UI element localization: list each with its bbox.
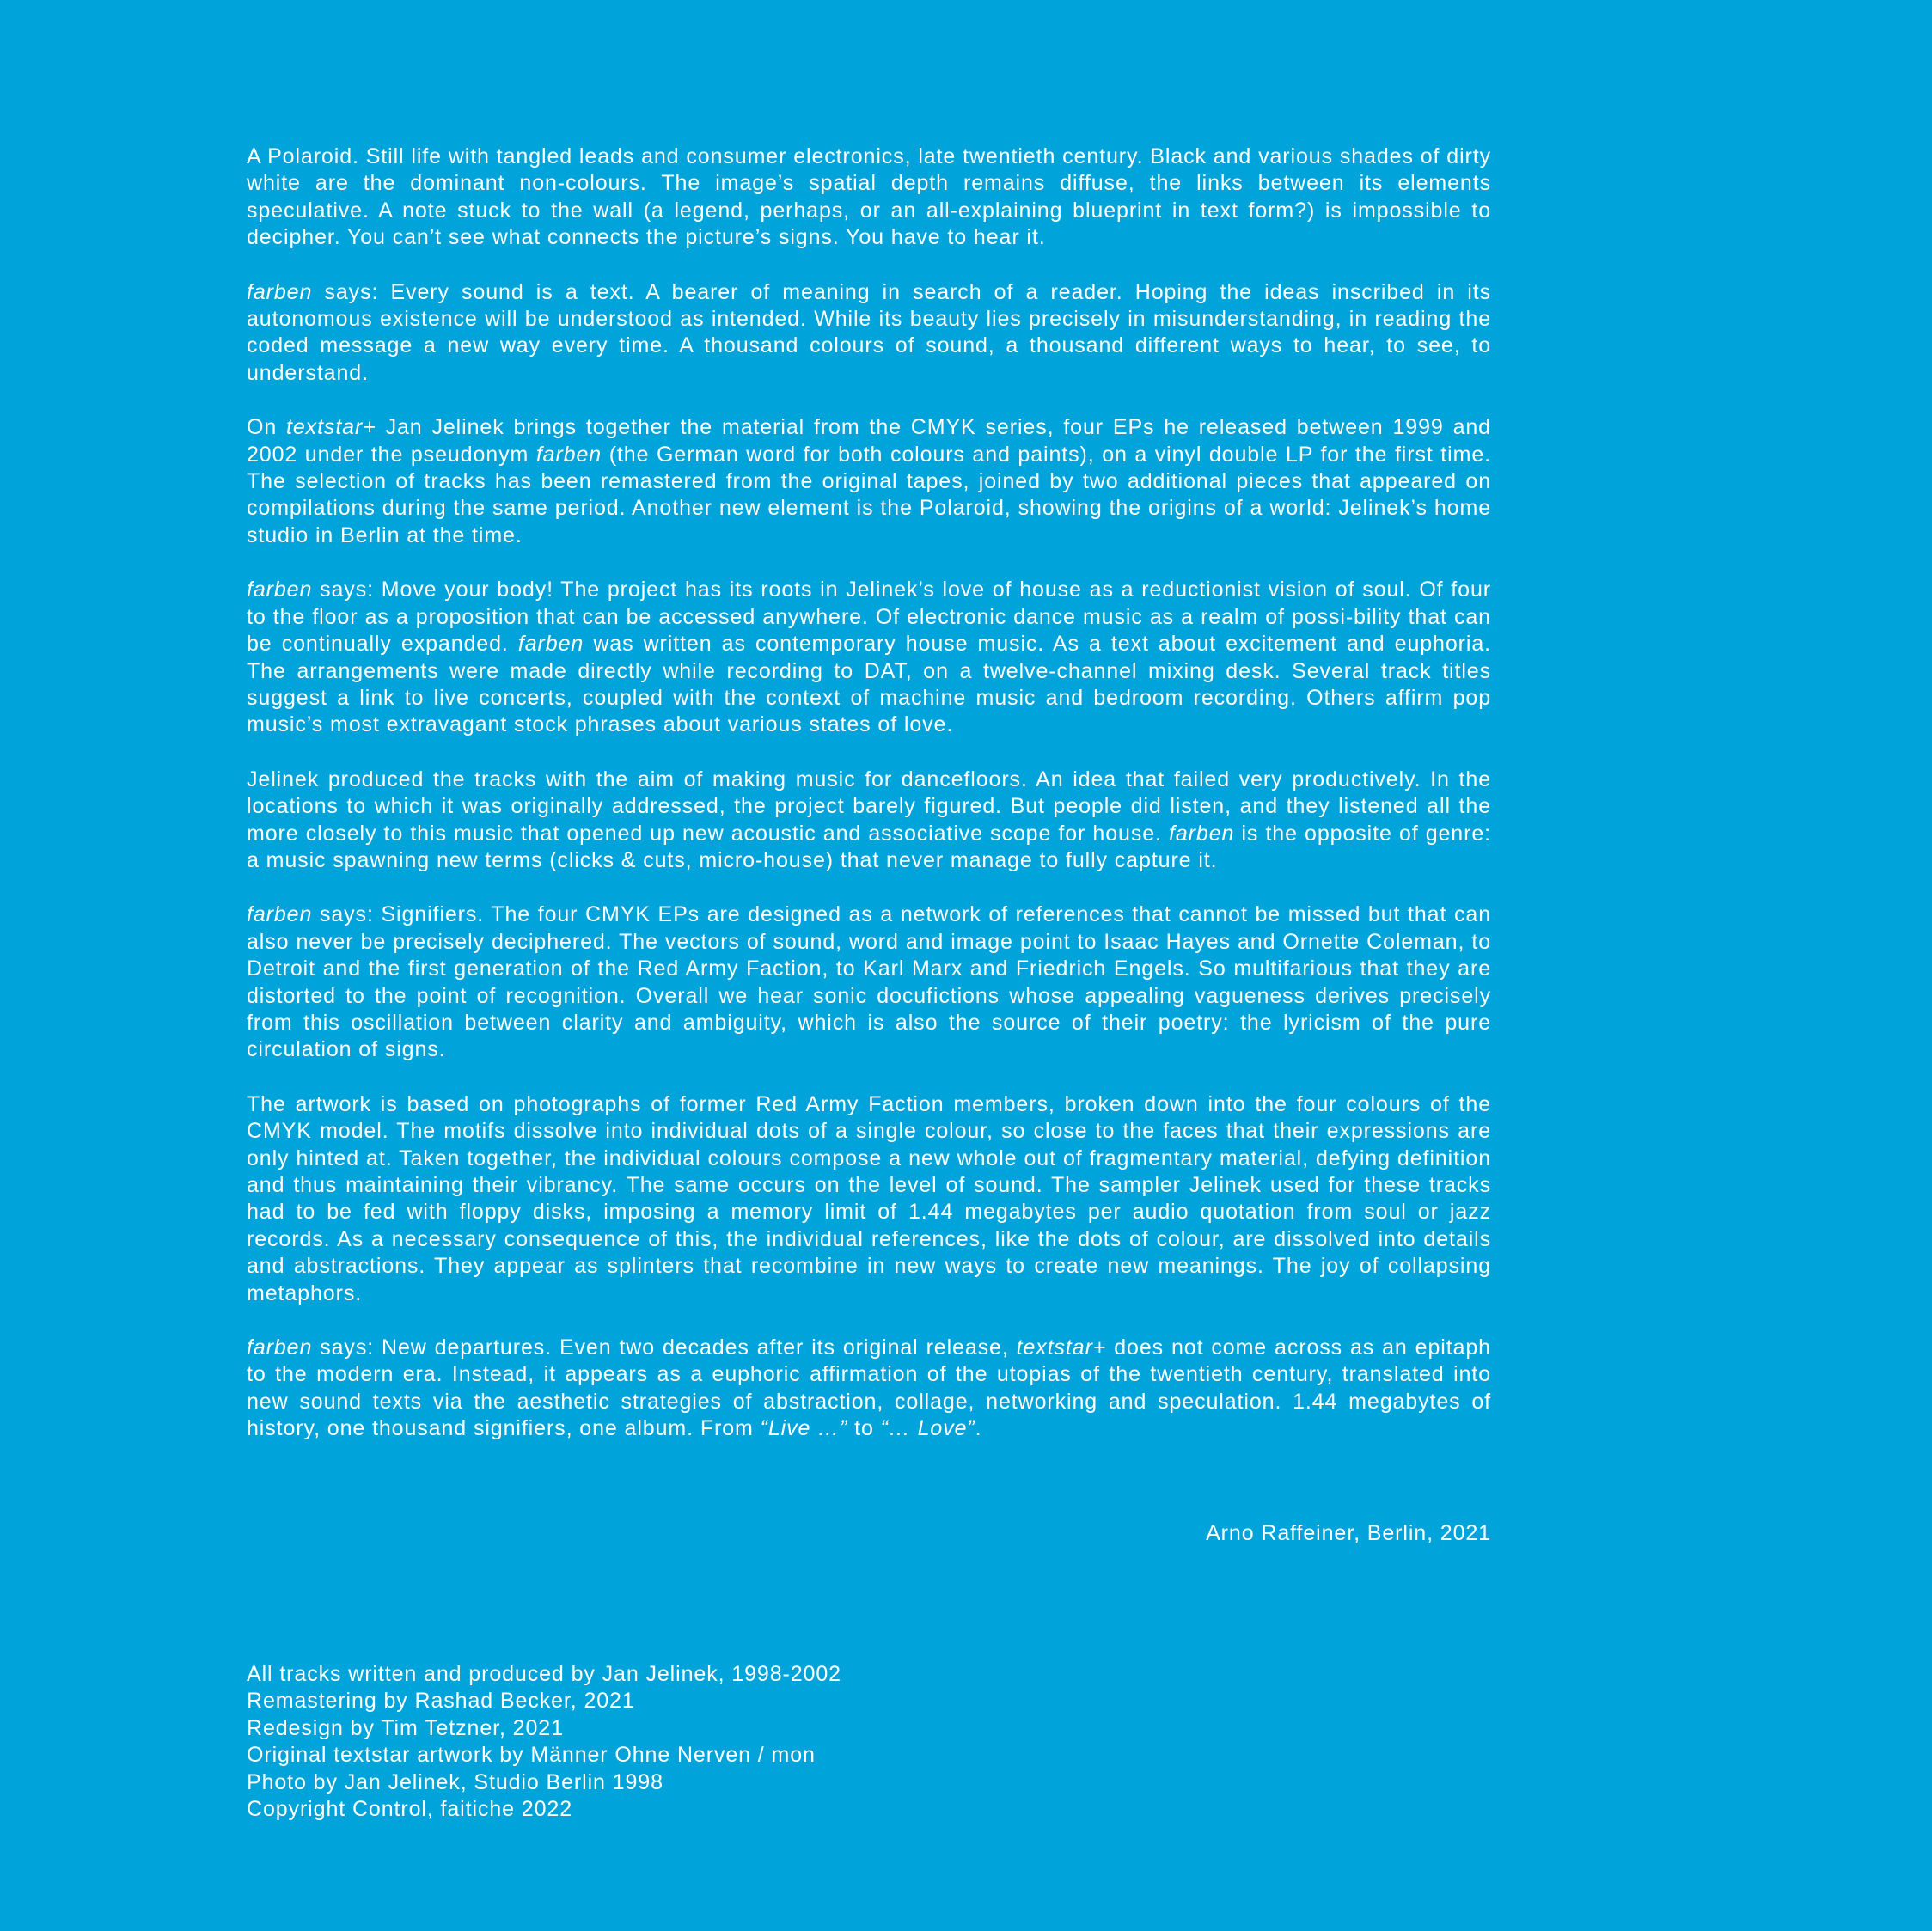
essay-paragraph-2 [247,279,1491,388]
essay-p5-b: farben [1169,821,1235,846]
essay-p3-b: textstar+ [286,415,376,440]
essay-p3-c: Jan Jelinek brings together the material from the CMYK series, four EPs he released between 1999 and 2002 under the pseudonym [247,415,1491,467]
essay-p8-b: says: New departures. Even two decades after its original release, [312,1335,1017,1360]
essay-p6-a: farben [247,902,313,927]
credit-line: Copyright Control, faitiche 2022 [247,1797,572,1822]
credit-line: Original textstar artwork by Männer Ohne Nerven / mon [247,1743,816,1768]
essay-p4-d: was written as contemporary house music. As a text about excitement and euphoria. The arrangements were made directly while recording to DAT, on a twelve-channel mixing desk. Several track titles suggest a link to live concerts, coupled with the context of machine music and bedroom recording. Others affirm pop music’s most extravagant stock phrases about various states of love. [247,632,1491,737]
essay-p4-b: says: Move your body! The project has its roots in Jelinek’s love of house as a reductionist vision of soul. Of four to the floor as a proposition that can be accessed anywhere. Of electronic dance music as a realm of possi-bility that can be continually expanded. [247,577,1491,657]
essay-p8-e: “Live …” [760,1416,848,1441]
credits-block [247,1661,1491,1823]
essay-paragraph-4 [247,577,1491,738]
essay-p8-h: . [975,1416,982,1441]
essay-p2-text: says: Every sound is a text. A bearer of meaning in search of a reader. Hoping the ideas inscribed in its autonomous existence will be understood as intended. While its beauty lies precisely in misunderstanding, in reading the coded message a new way every time. A thousand colours of sound, a thousand different ways to hear, to see, to understand. [247,279,1491,385]
credit-line: All tracks written and produced by Jan Jelinek, 1998-2002 [247,1662,841,1686]
essay-p8-c: textstar+ [1016,1335,1107,1360]
essay-p8-f: to [847,1416,881,1441]
essay-p5-c: is the opposite of genre: a music spawning new terms (clicks & cuts, micro-house) that never manage to fully capture it. [247,821,1491,872]
essay-paragraph-7 [247,1091,1491,1307]
essay-p3-e: (the German word for both colours and paints), on a vinyl double LP for the first time. The selection of tracks has been remastered from the original tapes, joined by two additional pieces that appeared on compilations during the same period. Another new element is the Polaroid, showing the origins of a world: Jelinek’s home studio in Berlin at the time. [247,442,1491,547]
essay-p1-text: A Polaroid. Still life with tangled leads and consumer electronics, late twentieth century. Black and various shades of dirty white are the dominant non-colours. The image’s spatial depth remains diffuse, the links between its elements speculative. A note stuck to the wall (a legend, perhaps, or an all-explaining blueprint in text form?) is impossible to decipher. You can’t see what connects the picture’s signs. You have to hear it. [247,144,1491,250]
essay-p4-c: farben [517,632,584,657]
essay-p8-a: farben [247,1335,313,1360]
essay-p4-a: farben [247,577,313,602]
credit-line: Redesign by Tim Tetzner, 2021 [247,1715,564,1740]
essay-p3-d: farben [535,442,602,467]
essay-paragraph-1 [247,144,1491,252]
essay-paragraph-6 [247,901,1491,1063]
author-signature: Arno Raffeiner, Berlin, 2021 [1206,1521,1491,1545]
essay-p2-lead: farben [247,279,313,304]
essay-p6-b: says: Signifiers. The four CMYK EPs are designed as a network of references that cannot be missed but that can also never be precisely deciphered. The vectors of sound, word and image point to Isaac Hayes and Ornette Coleman, to Detroit and the first generation of the Red Army Faction, to Karl Marx and Friedrich Engels. So multifarious that they are distorted to the point of recognition. Overall we hear sonic docufictions whose appealing vagueness derives precisely from this oscillation between clarity and ambiguity, which is also the source of their poetry: the lyricism of the pure circulation of signs. [247,902,1491,1062]
essay-paragraph-8 [247,1335,1491,1443]
essay-p8-g: “… Love” [880,1416,975,1441]
liner-notes-essay [247,144,1491,1470]
credit-line: Photo by Jan Jelinek, Studio Berlin 1998 [247,1769,663,1794]
essay-p3-a: On [247,415,287,440]
essay-p8-d: does not come across as an epitaph to the modern era. Instead, it appears as a euphoric affirmation of the utopias of the twentieth century, translated into new sound texts via the aesthetic strategies of abstraction, collage, networking and speculation. 1.44 megabytes of history, one thousand signifiers, one album. From [247,1335,1491,1441]
essay-p5-a: Jelinek produced the tracks with the aim of making music for dancefloors. An idea that failed very productively. In the locations to which it was originally addressed, the project barely figured. But people did listen, and they listened all the more closely to this music that opened up new acoustic and associative scope for house. [247,767,1491,846]
essay-paragraph-5 [247,767,1491,875]
essay-p7-text: The artwork is based on photographs of former Red Army Faction members, broken down into the four colours of the CMYK model. The motifs dissolve into individual dots of a single colour, so close to the faces that their expressions are only hinted at. Taken together, the individual colours compose a new whole out of fragmentary material, defying definition and thus maintaining their vibrancy. The same occurs on the level of sound. The sampler Jelinek used for these tracks had to be fed with floppy disks, imposing a memory limit of 1.44 megabytes per audio quotation from soul or jazz records. As a necessary consequence of this, the individual references, like the dots of colour, are dissolved into details and abstractions. They appear as splinters that recombine in new ways to create new meanings. The joy of collapsing metaphors. [247,1091,1491,1305]
credit-line: Remastering by Rashad Becker, 2021 [247,1689,635,1714]
essay-paragraph-3 [247,414,1491,549]
